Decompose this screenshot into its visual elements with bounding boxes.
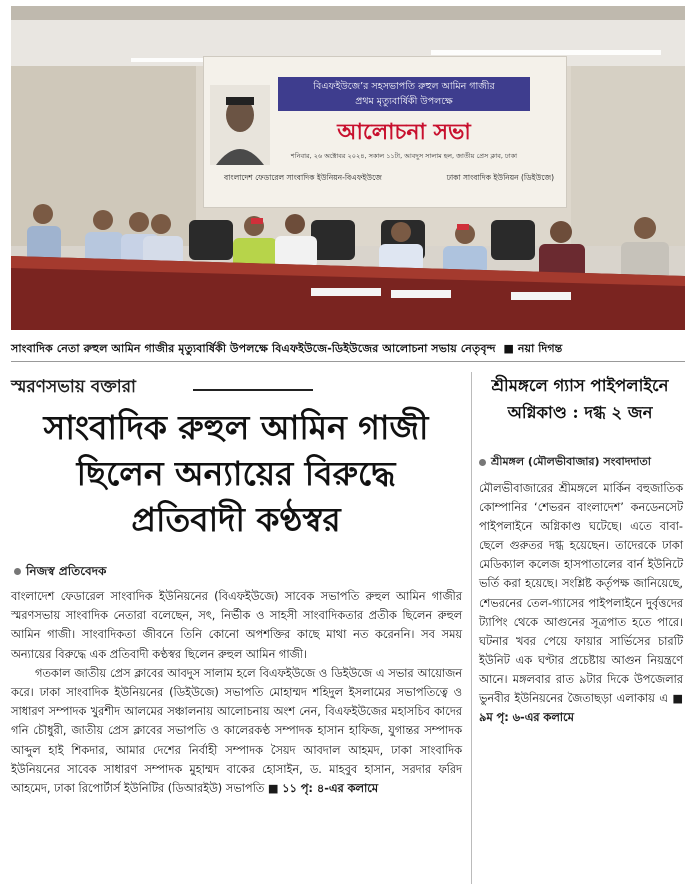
article-paragraph-1: বাংলাদেশ ফেডারেল সাংবাদিক ইউনিয়নের (বিএফইউজে) সাবেক সভাপতি রুহুল আমিন গাজীর স্মরণসভায় সাংবাদিক নেতারা বলেছেন, সৎ, নির্ভীক ও সাহসী সাংবাদিকতার প্রতীক ছিলেন রুহুল আমিন গাজী। সাংবাদিকতা জীবনে তিনি কোনো অপশক্তির কাছে মাথা নত করেননি। সব সময় অন্যায়ের বিরুদ্ধে এক প্রতিবাদী কণ্ঠস্বর ছিলেন রুহুল আমিন গাজী। — [11, 590, 462, 661]
side-article-paragraph — [479, 479, 683, 727]
banner-org-right: ঢাকা সাংবাদিক ইউনিয়ন (ডিইউজে) — [446, 173, 554, 182]
side-continued-link[interactable]: ৯ম পৃ: ৬-এর কলামে — [479, 711, 574, 725]
banner-header-line-2: প্রথম মৃত্যুবার্ষিকী উপলক্ষে — [355, 96, 453, 107]
side-article-headline[interactable] — [476, 372, 684, 426]
photo-caption — [11, 340, 685, 359]
article-kicker: স্মরণসভায় বক্তারা — [11, 377, 136, 397]
byline-text: নিজস্ব প্রতিবেদক — [26, 564, 107, 578]
banner-info: শনিবার, ২৬ অক্টোবর ২০২৪, সকাল ১১টা, আবদুস সালাম হল, জাতীয় প্রেস ক্লাব, ঢাকা — [290, 152, 518, 160]
side-article-body — [479, 479, 683, 727]
side-headline-line-1: শ্রীমঙ্গলে গ্যাস পাইপলাইনে — [491, 376, 669, 395]
article-headline[interactable] — [11, 405, 461, 543]
side-article-byline — [479, 453, 651, 472]
banner-header-line-1: বিএফইউজে’র সহসভাপতি রুহুল আমিন গাজীর — [313, 81, 495, 92]
bullet-icon — [479, 459, 486, 466]
column-divider — [471, 372, 472, 884]
side-byline-text: শ্রীমঙ্গল (মৌলভীবাজার) সংবাদদাতা — [491, 455, 651, 468]
banner-title: আলোচনা সভা — [337, 119, 471, 145]
jump-square-icon: ■ — [267, 782, 279, 796]
headline-line-1: সাংবাদিক রুহুল আমিন গাজী — [43, 408, 429, 447]
article-paragraph-2-text: গতকাল জাতীয় প্রেস ক্লাবের আবদুস সালাম হলে বিএফইউজে ও ডিইউজে এ সভার আয়োজন করে। ঢাকা সাংবাদিক ইউনিয়নের (ডিইউজে) সভাপতি মোহাম্মদ শহিদুল ইসলামের সভাপতিত্বে ও সাধারণ সম্পাদক খুরশীদ আলমের সঞ্চালনায় আলোচনায় অংশ নেন, বিএফইউজের মহাসচিব কাদের গনি চৌধুরী, জাতীয় প্রেস ক্লাবের সভাপতি ও কালেরকণ্ঠ সম্পাদক হাসান হাফিজ, যুগান্তর সম্পাদক আব্দুল হাই শিকদার, আমার দেশের নির্বাহী সম্পাদক সৈয়দ আবদাল আহমদ, ঢাকা সাংবাদিক ইউনিয়নের সাবেক সাধারণ সম্পাদক মুহাম্মদ বাকের হোসাইন, ড. মাহবুব হাসান, সরদার ফরিদ আহমেদ, ঢাকা রিপোর্টার্স ইউনিটির (ডিআরইউ) সভাপতি — [11, 666, 462, 796]
article-byline — [14, 563, 106, 583]
caption-text: সাংবাদিক নেতা রুহুল আমিন গাজীর মৃত্যুবার্ষিকী উপলক্ষে বিএফইউজে-ডিইউজের আলোচনা সভায় নেতৃবৃন্দ — [11, 342, 496, 355]
kicker-rule — [193, 389, 313, 391]
banner-organizers — [224, 173, 554, 185]
news-photo — [11, 6, 685, 330]
article-paragraph-2 — [11, 664, 462, 798]
banner-header — [278, 77, 530, 111]
portrait-image — [210, 85, 270, 165]
banner-org-left: বাংলাদেশ ফেডারেল সাংবাদিক ইউনিয়ন-বিএফইউজে — [224, 173, 382, 182]
headline-line-3: প্রতিবাদী কণ্ঠস্বর — [131, 500, 341, 539]
headline-line-2: ছিলেন অন্যায়ের বিরুদ্ধে — [76, 454, 396, 493]
caption-square-icon: ■ — [499, 342, 518, 355]
caption-credit: নয়া দিগন্ত — [517, 342, 563, 355]
divider — [11, 361, 685, 362]
bullet-icon — [14, 568, 21, 575]
article-body — [11, 587, 462, 798]
jump-square-icon: ■ — [672, 692, 684, 706]
continued-link[interactable]: ১১ পৃ: ৪-এর কলামে — [282, 782, 379, 796]
event-banner — [203, 56, 567, 208]
side-headline-line-2: অগ্নিকাণ্ড : দগ্ধ ২ জন — [507, 403, 653, 422]
side-article-text: মৌলভীবাজারের শ্রীমঙ্গলে মার্কিন বহুজাতিক কোম্পানির ‘শেভরন বাংলাদেশ’ কনডেনসেট পাইপলাইনে অগ্নিকাণ্ড ঘটেছে। এতে বাবা-ছেলে গুরুতর দগ্ধ হয়েছেন। তাদেরকে ঢাকা মেডিক্যাল কলেজ হাসপাতালের বার্ন ইউনিটে ভর্তি করা হয়েছে। সংশ্লিষ্ট কর্তৃপক্ষ জানিয়েছে, শেভরনের তেল-গ্যাসের পাইপলাইনে দুর্বৃত্তদের ট্যাপিং থেকে আগুনের সূত্রপাত হতে পারে। ঘটনার খবর পেয়ে ফায়ার সার্ভিসের চারটি ইউনিট এক ঘণ্টার প্রচেষ্টায় আগুন নিয়ন্ত্রণে আনে। মঙ্গলবার রাত ৯টার দিকে উপজেলার ভুনবীর ইউনিয়নের জৈতাছড়া এলাকায় এ — [479, 482, 683, 706]
